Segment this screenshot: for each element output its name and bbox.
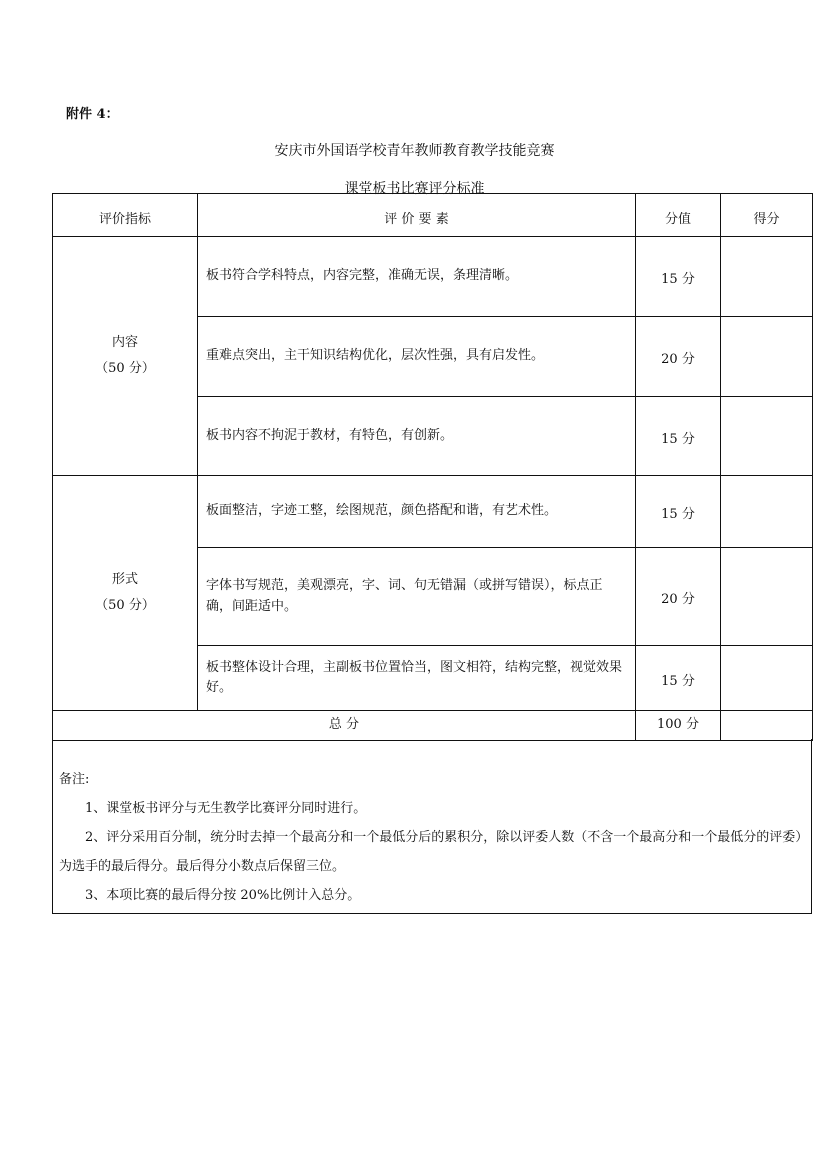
obtained-score-cell (721, 646, 813, 711)
element-text: 板书内容不拘泥于教材，有特色，有创新。 (198, 397, 636, 476)
total-score: 100 分 (636, 711, 721, 741)
notes-section (52, 739, 812, 914)
notes-heading: 备注: (59, 772, 90, 787)
note-line: 1、课堂板书评分与无生教学比赛评分同时进行。 (85, 801, 367, 816)
note-line: 3、本项比赛的最后得分按 20%比例计入总分。 (85, 888, 361, 903)
element-score: 15 分 (636, 476, 721, 548)
table-row (53, 237, 813, 317)
total-row (53, 711, 813, 741)
header-obtained: 得分 (721, 194, 813, 237)
obtained-score-cell (721, 237, 813, 317)
header-score: 分值 (636, 194, 721, 237)
element-score: 20 分 (636, 548, 721, 646)
total-obtained-cell (721, 711, 813, 741)
header-indicator: 评价指标 (53, 194, 198, 237)
obtained-score-cell (721, 317, 813, 397)
document-subtitle: 课堂板书比赛评分标准 (344, 181, 485, 197)
header-elements: 评 价 要 素 (198, 194, 636, 237)
table-row (53, 476, 813, 548)
header-row (53, 194, 813, 237)
attachment-label: 附件 4： (66, 107, 119, 122)
element-score: 20 分 (636, 317, 721, 397)
total-label: 总 分 (53, 711, 636, 741)
element-score: 15 分 (636, 237, 721, 317)
category-points: （50 分） (95, 361, 155, 376)
element-score: 15 分 (636, 646, 721, 711)
category-points: （50 分） (95, 598, 155, 613)
category-content (53, 237, 198, 476)
element-text: 板书符合学科特点，内容完整，准确无误，条理清晰。 (198, 237, 636, 317)
element-text: 字体书写规范，美观漂亮，字、词、句无错漏（或拼写错误），标点正确，间距适中。 (198, 548, 636, 646)
obtained-score-cell (721, 476, 813, 548)
category-name: 形式 (111, 572, 138, 587)
element-text: 板书整体设计合理，主副板书位置恰当，图文相符，结构完整，视觉效果好。 (198, 646, 636, 711)
note-line: 2、评分采用百分制，统分时去掉一个最高分和一个最低分后的累积分，除以评委人数（不含一个最高分和一个最低分的评委）为选手的最后得分。最后得分小数点后保留三位。 (59, 830, 802, 874)
category-form (53, 476, 198, 711)
element-text: 重难点突出，主干知识结构优化，层次性强，具有启发性。 (198, 317, 636, 397)
document-title: 安庆市外国语学校青年教师教育教学技能竞赛 (274, 143, 555, 159)
category-name: 内容 (111, 335, 138, 350)
scoring-table (52, 193, 813, 741)
obtained-score-cell (721, 397, 813, 476)
element-text: 板面整洁，字迹工整，绘图规范，颜色搭配和谐，有艺术性。 (198, 476, 636, 548)
element-score: 15 分 (636, 397, 721, 476)
obtained-score-cell (721, 548, 813, 646)
